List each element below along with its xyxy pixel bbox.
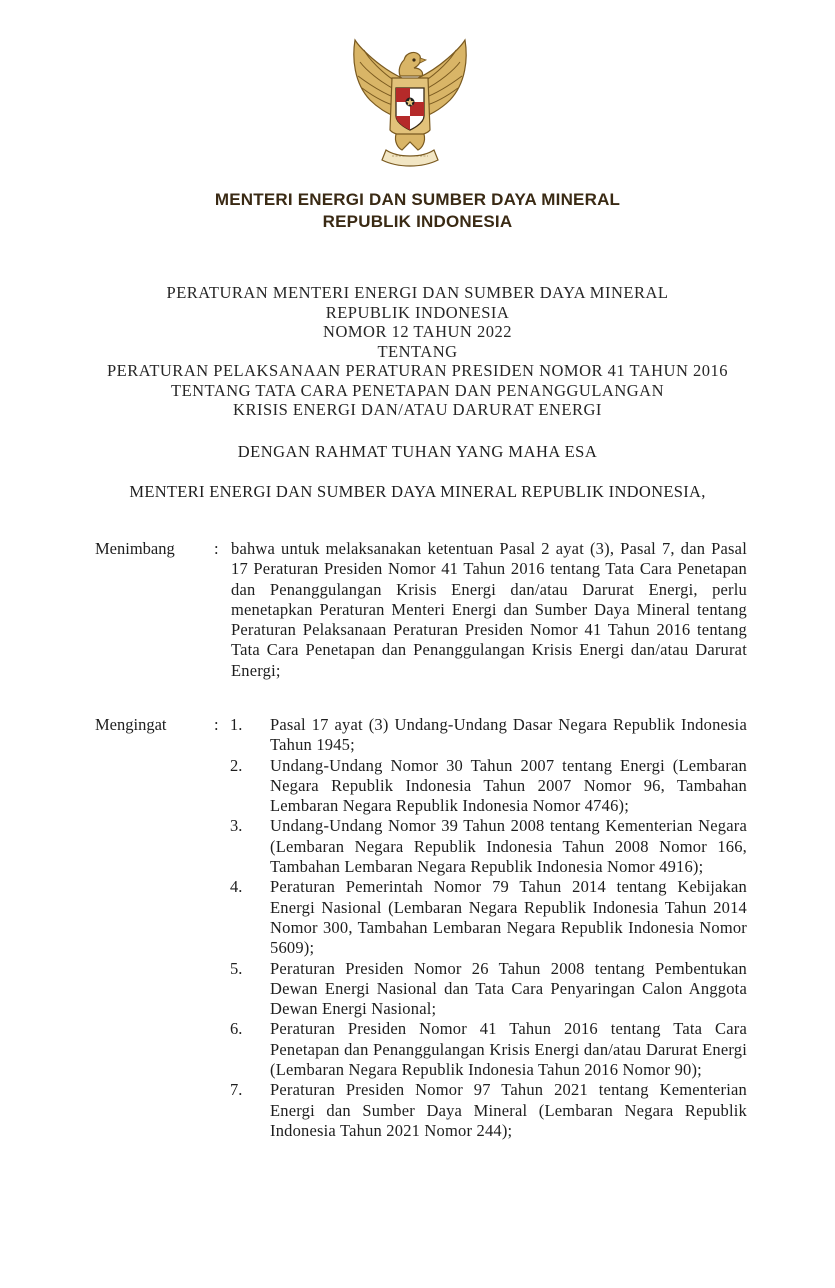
mengingat-label: Mengingat	[95, 715, 167, 734]
regulation-title	[0, 283, 835, 420]
list-item-text: Peraturan Presiden Nomor 97 Tahun 2021 tentang Kementerian Energi dan Sumber Daya Mineral (Lembaran Negara Republik Indonesia Tahun 2021 Nomor 244);	[270, 1080, 747, 1140]
mengingat-colon: :	[214, 715, 219, 734]
list-item-number: 2.	[230, 755, 243, 775]
list-item-number: 6.	[230, 1019, 243, 1039]
garuda-emblem-icon	[340, 38, 480, 173]
list-item-text: Peraturan Presiden Nomor 41 Tahun 2016 tentang Tata Cara Penetapan dan Penanggulangan Krisis Energi dan/atau Darurat Energi (Lembaran Negara Republik Indonesia Tahun 2016 Nomor 90);	[270, 1019, 747, 1080]
list-item-number: 4.	[230, 877, 243, 897]
title-line: NOMOR 12 TAHUN 2022	[323, 322, 512, 341]
menimbang-text: bahwa untuk melaksanakan ketentuan Pasal 2 ayat (3), Pasal 7, dan Pasal 17 Peraturan Presiden Nomor 41 Tahun 2016 tentang Tata Cara Penetapan dan Penanggulangan Krisis Energi dan/atau Darurat Energi, perlu menetapkan Peraturan Menteri Energi dan Sumber Daya Mineral tentang Peraturan Pelaksanaan Peraturan Presiden Nomor 41 Tahun 2016 tentang Tata Cara Penetapan dan Penanggulangan Krisis Energi dan/atau Darurat Energi;	[231, 539, 747, 680]
list-item-number: 7.	[230, 1080, 243, 1100]
issuing-authority: MENTERI ENERGI DAN SUMBER DAYA MINERAL REPUBLIK INDONESIA,	[129, 482, 706, 501]
list-item-number: 3.	[230, 816, 243, 836]
list-item	[230, 877, 750, 958]
list-item	[230, 715, 750, 756]
ministry-title: MENTERI ENERGI DAN SUMBER DAYA MINERAL	[214, 190, 621, 209]
menimbang-label: Menimbang	[95, 539, 175, 558]
menimbang-colon: :	[214, 539, 219, 558]
title-line: REPUBLIK INDONESIA	[325, 302, 510, 322]
title-line: KRISIS ENERGI DAN/ATAU DARURAT ENERGI	[233, 400, 602, 419]
ministry-country: REPUBLIK INDONESIA	[322, 212, 513, 231]
list-item	[230, 1019, 750, 1080]
preamble-blessing: DENGAN RAHMAT TUHAN YANG MAHA ESA	[237, 442, 598, 461]
title-line: PERATURAN MENTERI ENERGI DAN SUMBER DAYA MINERAL	[166, 283, 669, 302]
list-item	[230, 959, 750, 1020]
list-item-text: Undang-Undang Nomor 39 Tahun 2008 tentang Kementerian Negara (Lembaran Negara Republik Indonesia Tahun 2008 Nomor 166, Tambahan Lembaran Negara Republik Indonesia Nomor 4916);	[270, 816, 747, 877]
list-item-text: Undang-Undang Nomor 30 Tahun 2007 tentang Energi (Lembaran Negara Republik Indonesia Tahun 2007 Nomor 96, Tambahan Lembaran Negara Republik Indonesia Nomor 4746);	[270, 755, 747, 816]
list-item	[230, 756, 750, 817]
title-line: TENTANG TATA CARA PENETAPAN DAN PENANGGULANGAN	[170, 380, 665, 400]
list-item-number: 1.	[230, 715, 243, 734]
list-item-text: Peraturan Presiden Nomor 26 Tahun 2008 tentang Pembentukan Dewan Energi Nasional dan Tata Cara Penyaringan Calon Anggota Dewan Energi Nasional;	[270, 958, 747, 1019]
list-item	[230, 816, 750, 877]
list-item-text: Pasal 17 ayat (3) Undang-Undang Dasar Negara Republik Indonesia Tahun 1945;	[270, 715, 747, 755]
title-line: TENTANG	[377, 341, 458, 361]
mengingat-list	[230, 715, 750, 1141]
list-item	[230, 1080, 750, 1141]
list-item-text: Peraturan Pemerintah Nomor 79 Tahun 2014 tentang Kebijakan Energi Nasional (Lembaran Negara Republik Indonesia Tahun 2014 Nomor 300, Tambahan Lembaran Negara Republik Indonesia Nomor 5609);	[270, 877, 747, 958]
title-line: PERATURAN PELAKSANAAN PERATURAN PRESIDEN NOMOR 41 TAHUN 2016	[106, 361, 729, 380]
list-item-number: 5.	[230, 958, 243, 978]
